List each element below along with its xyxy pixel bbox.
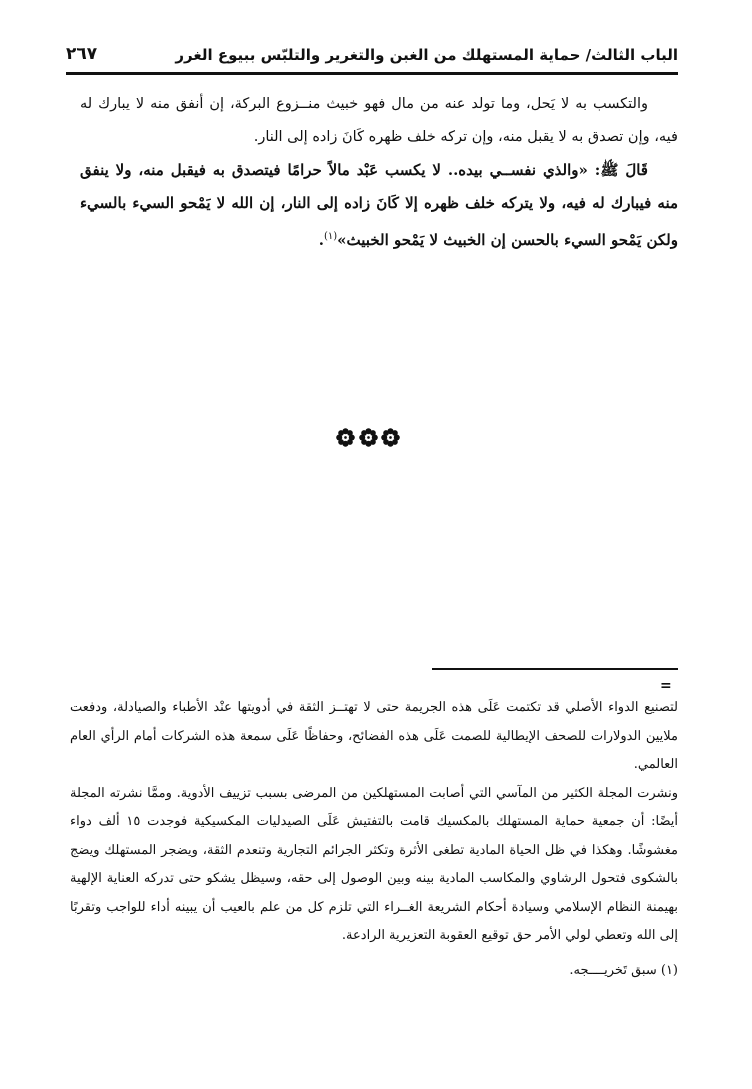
- hadith-end: .: [318, 231, 324, 249]
- footnote-reference: (١) سبق تَخريــــجه.: [569, 962, 678, 978]
- page-header: [66, 40, 678, 70]
- footnotes: [70, 694, 678, 985]
- flower-ornament-icon: [381, 428, 400, 447]
- footnote-continuation-mark: =: [660, 678, 672, 694]
- main-text: [80, 88, 678, 257]
- footnote-separator: [432, 668, 678, 670]
- section-ornament: [336, 426, 400, 448]
- header-rule: [66, 72, 678, 75]
- hadith-intro: قَالَ ﷺ:: [594, 161, 648, 179]
- page-number: ٢٦٧: [66, 44, 98, 64]
- flower-ornament-icon: [336, 428, 355, 447]
- hadith-text: «والذي نفســي بيده.. لا يكسب عَبْد مالاً حرامًا فيتصدق به فيقبل منه، ولا ينفق منه فيبارك له فيه، ولا يتركه خلف ظهره إلا كَانَ زاده إلى النار، إن الله لا يَمْحو السيء بالسيء ولكن يَمْحو السيء بالحسن إن الخبيث لا يَمْحو الخبيث»: [80, 161, 678, 249]
- footnote-paragraph: لتصنيع الدواء الأصلي قد تكتمت عَلَى هذه الجريمة حتى لا تهتــز الثقة في أدويتها عنْد الأطباء والصيادلة، ودفعت ملايين الدولارات للصحف الإيطالية للصمت عَلَى هذه الفضائح، وحفاظًا عَلَى سمعة هذه الشركات أمام الرأي العام العالمي.: [70, 700, 678, 772]
- body-paragraph: والتكسب به لا يَحل، وما تولد عنه من مال فهو خبيث منــزوع البركة، إن أنفق منه لا يبارك له فيه، وإن تصدق به لا يقبل منه، وإن تركه خلف ظهره كَانَ زاده إلى النار.: [80, 96, 678, 145]
- hadith-paragraph: [80, 154, 678, 257]
- footnote-paragraph: ونشرت المجلة الكثير من المآسي التي أصابت المستهلكين من المرضى بسبب تزييف الأدوية. وممَّا نشرته المجلة أيضًا: أن جمعية حماية المستهلك بالمكسيك قامت بالتفتيش عَلَى الصيدليات المكسيكية فوجدت ١٥ ألف دواء مغشوشًا. وهكذا في ظل الحياة المادية تطغى الأثرة وتكثر الجرائم التجارية وتنعدم الثقة، ويضجر المستهلك ويضج بالشكوى فتحول الرشاوي والمكاسب المادية بينه وبين الوصول إلى حقه، وسيظل يشكو حتى تدركه العناية الإلهية بهيمنة النظام الإسلامي وسيادة أحكام الشريعة الغــراء التي تلزم كل من علم بالعيب أن يبينه أداء للواجب وتقربًا إلى الله وتعطي لولي الأمر حق توقيع العقوبة التعزيرية الرادعة.: [70, 785, 678, 943]
- running-title: الباب الثالث/ حماية المستهلك من الغبن والتغرير والتلبّس ببيوع الغرر: [175, 46, 678, 64]
- flower-ornament-icon: [359, 428, 378, 447]
- footnote-marker: (١): [323, 231, 338, 242]
